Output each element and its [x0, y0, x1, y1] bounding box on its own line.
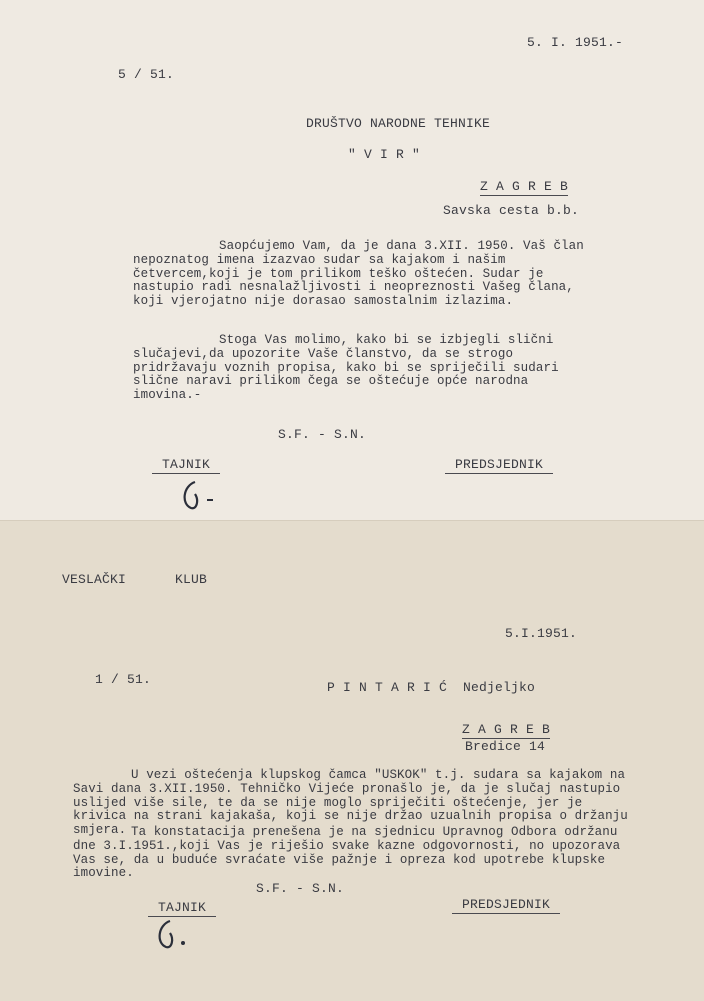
handwritten-signature	[150, 917, 200, 959]
signature-mark	[150, 917, 200, 951]
body-paragraph-1: Saopćujemo Vam, da je dana 3.XII. 1950. Vaš član nepoznatog imena izazvao sudar sa kajakom i našim četvercem,koji je tom prilikom teško oštećen. Sudar je nastupio radi nesnalažljivosti i neopreznosti Vašeg člana, koji vjerojatno nije dorasao samostalnim izlazima.	[133, 239, 584, 309]
letter-bottom	[0, 520, 704, 1001]
handwritten-signature	[175, 478, 225, 520]
sender-word-1: VESLAČKI	[62, 572, 127, 587]
signature-mark	[175, 478, 225, 512]
body-paragraph-2: Stoga Vas molimo, kako bi se izbjegli slični slučajevi,da upozorite Vaše članstvo, da se strogo pridržavaju voznih propisa, kako bi se spriječili sudari slične naravi prilikom čega se oštećuje opće narodna imovina.-	[133, 333, 559, 403]
body-paragraph-1: U vezi oštećenja klupskog čamca "USKOK" t.j. sudara sa kajakom na Savi dana 3.XII.1950. Tehničko Vijeće pronašlo je, da je slučaj nastupio uslijed više sile, te da se nije moglo spriječiti oštećenje, jer je krivica na strani kajakaša, koji se nije držao uzualnih propisa o držanju smjera.	[73, 768, 628, 838]
sender-word-2: KLUB	[175, 572, 208, 587]
recipient-name: P I N T A R I Ć Nedjeljko	[327, 680, 536, 695]
recipient-address: Bredice 14	[465, 739, 546, 754]
date: 5.I.1951.	[505, 626, 578, 641]
recipient-name: " V I R "	[348, 147, 421, 162]
recipient-organization: DRUŠTVO NARODNE TEHNIKE	[306, 116, 491, 131]
signature-label-secretary: TAJNIK	[148, 901, 216, 917]
recipient-city: Z A G R E B	[480, 179, 569, 194]
closing-abbreviation: S.F. - S.N.	[256, 881, 345, 896]
body-paragraph-2: Ta konstatacija prenešena je na sjednicu Upravnog Odbora održanu dne 3.I.1951.,koji Vas je riješio svake kazne odgovornosti, no upozorava Vas se, da u buduće svraćate više pažnje i opreza kod upotrebe klupske imovine.	[73, 825, 621, 881]
reference-number: 5 / 51.	[118, 67, 175, 82]
signature-label-secretary: TAJNIK	[152, 458, 220, 474]
reference-number: 1 / 51.	[95, 672, 152, 687]
recipient-city: Z A G R E B	[462, 722, 551, 737]
recipient-address: Savska cesta b.b.	[443, 203, 580, 218]
signature-label-president: PREDSJEDNIK	[445, 458, 553, 474]
signature-label-president: PREDSJEDNIK	[452, 898, 560, 914]
date: 5. I. 1951.-	[527, 35, 624, 50]
closing-abbreviation: S.F. - S.N.	[278, 427, 367, 442]
